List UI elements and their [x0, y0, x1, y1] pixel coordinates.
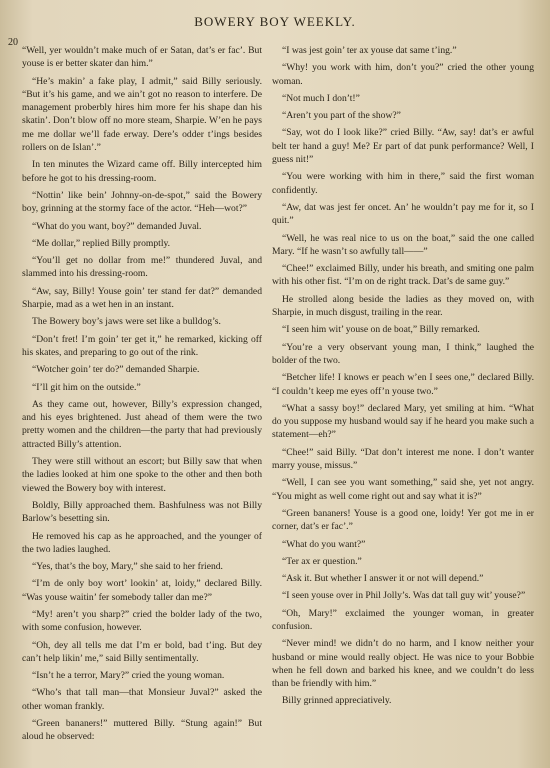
paragraph: The Bowery boy’s jaws were set like a bulldog’s.	[32, 316, 221, 328]
paragraph: “Aw, dat was jest fer oncet. An’ he wouldn’t pay me for it, so I quit.”	[272, 201, 534, 227]
paragraph: “Wotcher goin’ ter do?” demanded Sharpie.	[32, 364, 200, 376]
paragraph: He strolled along beside the ladies as they moved on, with Sharpie, in much disgust, trailing in the rear.	[272, 293, 534, 319]
paragraph: “Why! you work with him, don’t you?” cried the other young woman.	[272, 62, 534, 87]
paragraph: “You were working with him in there,” said the first woman confidently.	[272, 171, 534, 196]
paragraph: “Green bananers! Youse is a good one, loidy! Yer got me in er corner, dat’s er fac’.”	[272, 507, 534, 533]
paragraph: “Never mind! we didn’t do no harm, and I know neither your husband or mine would really object. He was nice to your Bobbie when he fell down and barked his knee, and we couldn’t do less than be friendly with him.”	[272, 638, 534, 690]
paragraph: “Aw, say, Billy! Youse goin’ ter stand fer dat?” demanded Sharpie, mad as a wet hen in an instant.	[22, 285, 262, 311]
paragraph: “Me dollar,” replied Billy promptly.	[32, 237, 171, 249]
paragraph: “Well, yer wouldn’t make much of er Satan, dat’s er fac’. But youse is er better skater dan him.”	[22, 45, 262, 70]
paragraph: “Aren’t you part of the show?”	[282, 110, 401, 122]
paragraph: “Oh, Mary!” exclaimed the younger woman, in greater confusion.	[272, 607, 534, 632]
paragraph: “Not much I don’t!”	[282, 92, 360, 104]
paragraph: “Ter ax er question.”	[282, 555, 362, 567]
paragraph: He removed his cap as he approached, and the younger of the two ladies laughed.	[22, 530, 262, 555]
page-number: 20	[8, 37, 18, 48]
paragraph: “Well, I can see you want something,” said she, yet not angry. “You might as well come right out and say what it is?”	[272, 477, 534, 502]
paragraph: Billy grinned appreciatively.	[282, 695, 392, 707]
paragraph: “Chee!” said Billy. “Dat don’t interest me none. I don’t wanter marry youse, missus.”	[272, 446, 534, 472]
running-title: BOWERY BOY WEEKLY.	[194, 14, 356, 29]
paragraph: “Betcher life! I knows er peach w’en I sees one,” declared Billy. “I couldn’t keep me eyes off’n youse two.”	[272, 372, 534, 397]
paragraph: “Ask it. But whether I answer it or not will depend.”	[282, 573, 484, 585]
paragraph: As they came out, however, Billy’s expression changed, and his eyes brightened. Just ahead of them were the two pretty women and the children—the party that had previously attracted Billy’s attention.	[22, 398, 262, 450]
page-header	[0, 6, 550, 36]
paragraph: “Yes, that’s the boy, Mary,” she said to her friend.	[32, 561, 223, 573]
paragraph: “Oh, dey all tells me dat I’m er bold, bad t’ing. But dey can’t help likin’ me,” said Billy sentimentally.	[22, 639, 262, 664]
paragraph: “I seen youse over in Phil Jolly’s. Was dat tall guy wit’ youse?”	[282, 590, 526, 602]
paragraph: “He’s makin’ a fake play, I admit,” said Billy seriously. “But it’s his game, and we ain’t got no reason to interfere. De management proberbly hires him more fer his shape dan his skatin’. Don’t blow off no more steam, Sharpie. W’en he pays me me dollar we’ll fade erway. Dere’s odder t’ings besides rollers on de Islan’.”	[22, 75, 262, 154]
paragraph: “You’ll get no dollar from me!” thundered Juval, and slammed into his dressing-room.	[22, 255, 262, 280]
paragraph: In ten minutes the Wizard came off. Billy intercepted him before he got to his dressing-room.	[22, 159, 262, 184]
paragraph: “Chee!” exclaimed Billy, under his breath, and smiting one palm with his other fist. “I’m on de right track. Dat’s de same guy.”	[272, 263, 534, 288]
right-column	[272, 44, 534, 712]
paragraph: “What a sassy boy!” declared Mary, yet smiling at him. “What do you suppose my husband would say if he heard you make such a statement—eh?”	[272, 402, 534, 441]
paragraph: “Who’s that tall man—that Monsieur Juval?” asked the other woman frankly.	[22, 687, 262, 712]
paragraph: “Well, he was real nice to us on the boat,” said the one called Mary. “If he wasn’t so awfully tall——”	[272, 232, 534, 257]
paragraph: “Green bananers!” muttered Billy. “Stung again!” But aloud he observed:	[22, 718, 262, 743]
left-column	[22, 44, 262, 748]
paragraph: Boldly, Billy approached them. Bashfulness was not Billy Barlow’s besetting sin.	[22, 499, 262, 525]
paragraph: “Isn’t he a terror, Mary?” cried the young woman.	[32, 670, 225, 682]
paragraph: “I’m de only boy wort’ lookin’ at, loidy,” declared Billy. “Was youse waitin’ fer somebody taller dan me?”	[22, 578, 262, 603]
paragraph: They were still without an escort; but Billy saw that when the ladies looked at him one spoke to the other and then both viewed the Bowery boy with interest.	[22, 456, 262, 494]
paragraph: “Say, wot do I look like?” cried Billy. “Aw, say! dat’s er awful belt ter hand a guy! Me? Er part of dat punk performance? Well, I guess nit!”	[272, 127, 534, 166]
paragraph: “What do you want?”	[282, 538, 366, 550]
paragraph: “Don’t fret! I’m goin’ ter get it,” he remarked, kicking off his skates, and preparing to go out of the rink.	[22, 333, 262, 358]
paragraph: “I seen him wit’ youse on de boat,” Billy remarked.	[282, 324, 480, 336]
paragraph: “Nottin’ like bein’ Johnny-on-de-spot,” said the Bowery boy, grinning at the stormy face of the actor. “Heh—wot?”	[22, 189, 262, 215]
paragraph: “I was jest goin’ ter ax youse dat same t’ing.”	[282, 45, 457, 56]
paragraph: “What do you want, boy?” demanded Juval.	[32, 220, 202, 232]
paragraph: “You’re a very observant young man, I think,” laughed the bolder of the two.	[272, 341, 534, 366]
paragraph: “My! aren’t you sharp?” cried the bolder lady of the two, with some confusion, however.	[22, 608, 262, 634]
paragraph: “I’ll git him on the outside.”	[32, 381, 141, 393]
